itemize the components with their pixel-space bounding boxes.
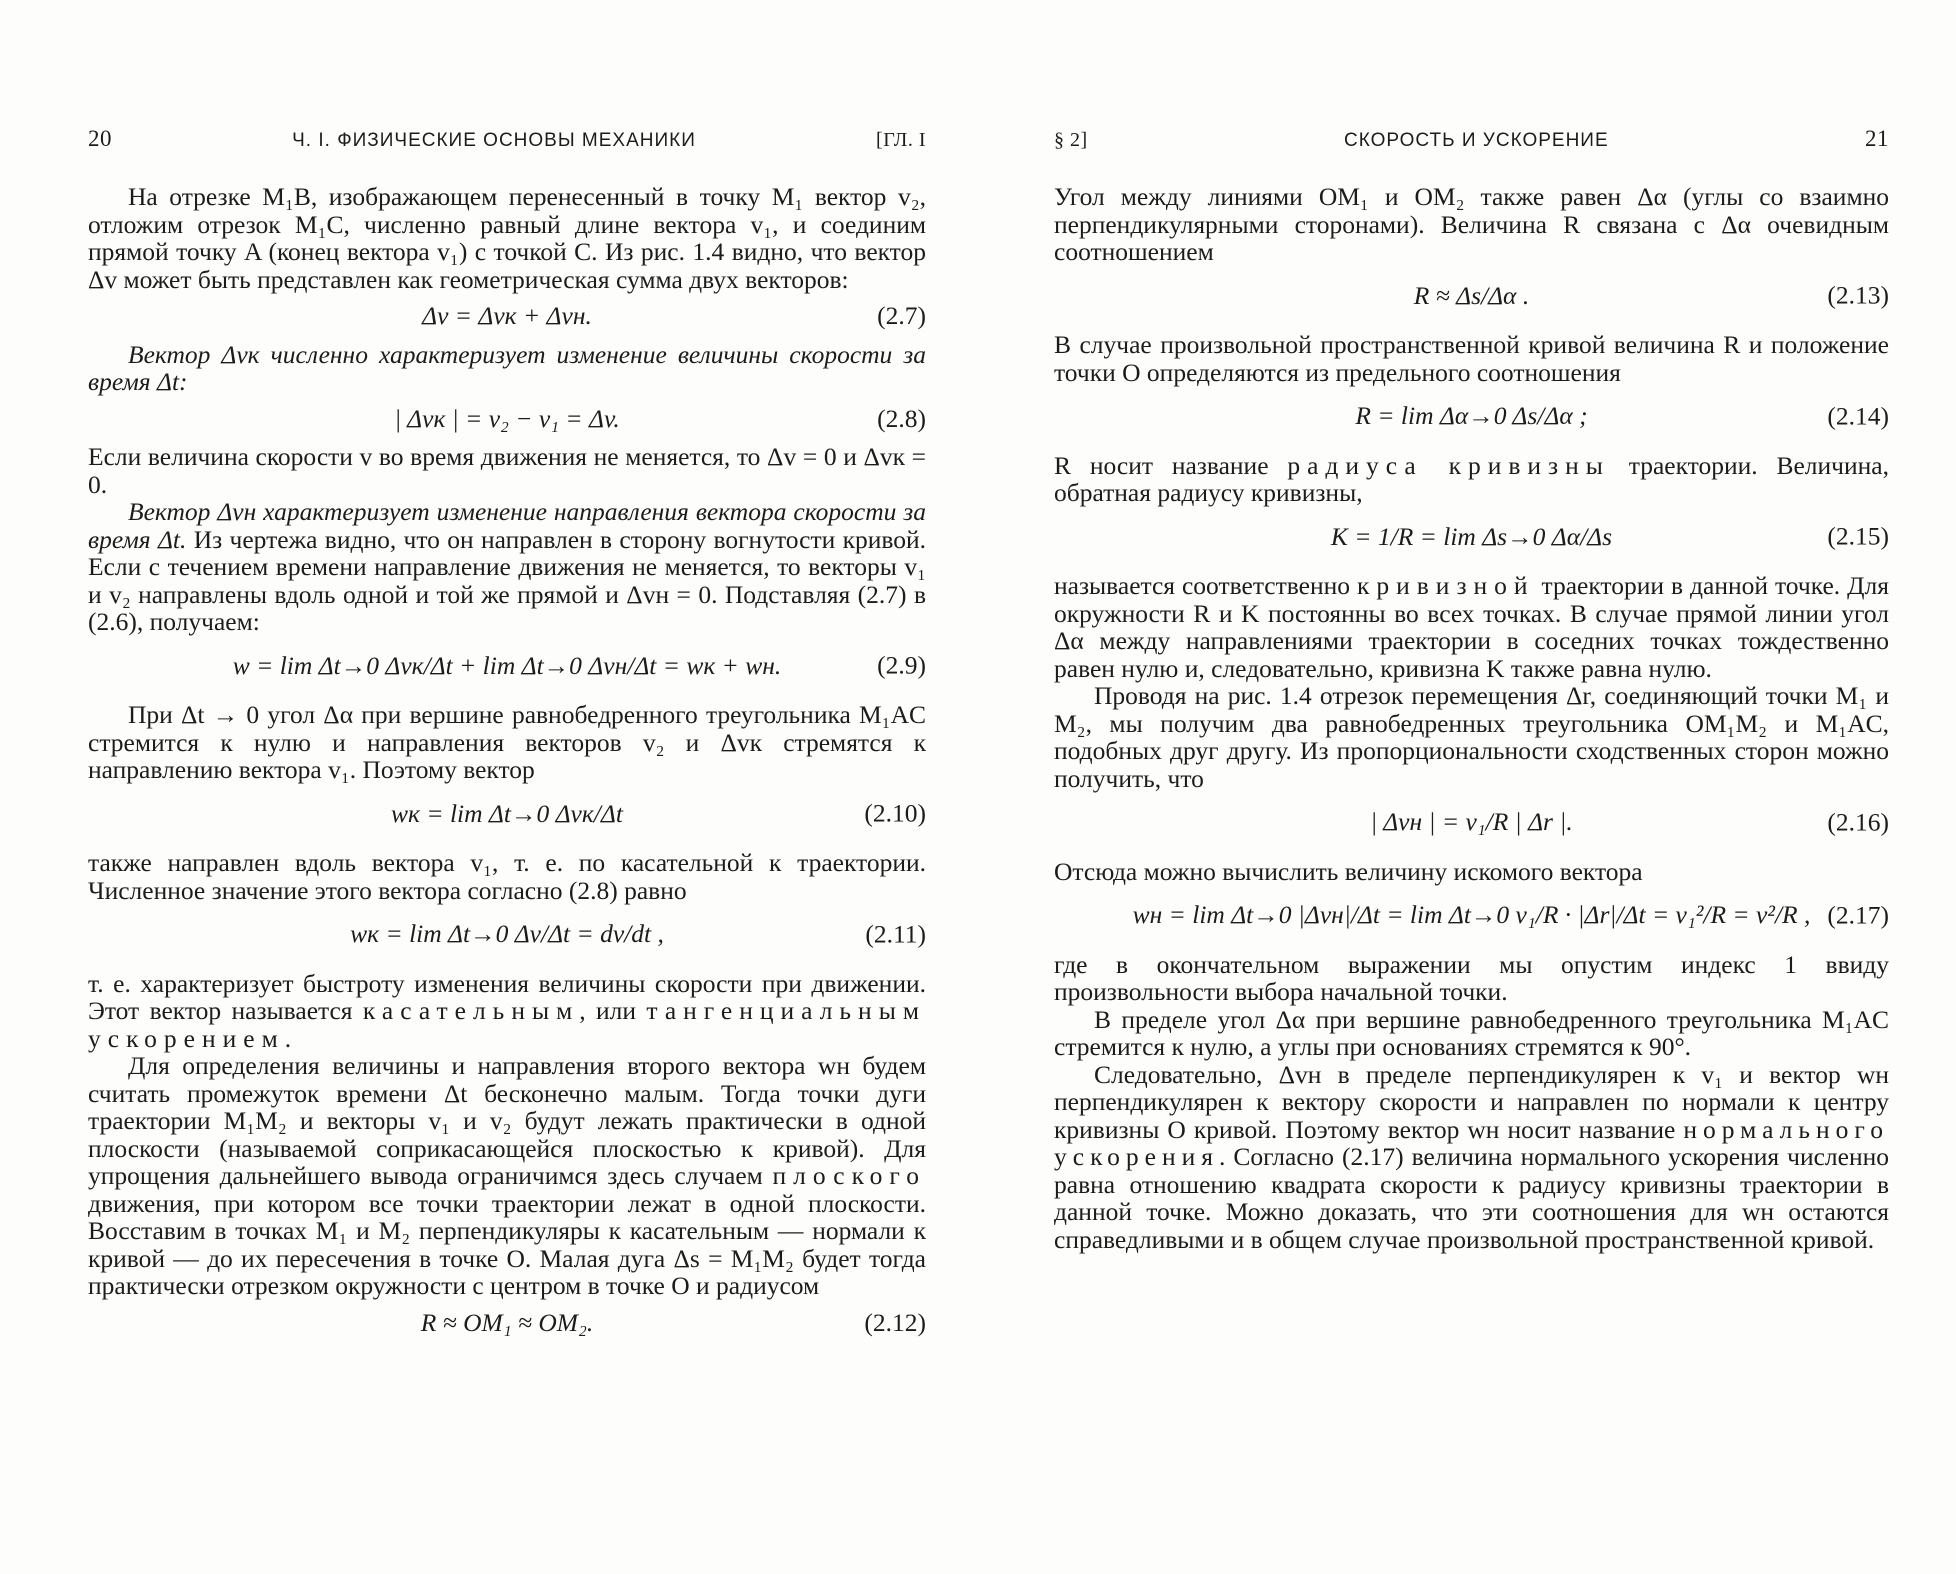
term-spaced: кривизной — [1356, 571, 1535, 600]
equation-number: (2.14) — [1827, 401, 1889, 430]
equation-2-8 — [88, 405, 926, 433]
paragraph — [88, 970, 926, 1053]
paragraph: Отсюда можно вычислить величину искомого вектора — [1054, 856, 1643, 886]
right-section-label: § 2] — [1054, 129, 1088, 151]
paragraph: Проводя на рис. 1.4 отрезок перемещения Δr, соединяющий точки M₁ и M₂, мы получим два равнобедренных треугольника OM₁M₂ и M₁AC, подобных друг другу. Из пропорциональности сходственных сторон можно получить, что — [1054, 681, 1889, 793]
equation-2-9 — [88, 652, 926, 680]
left-running-head — [88, 125, 926, 151]
italic-statement: Вектор Δvн характеризует изменение направления вектора скорости за время Δt. — [88, 497, 926, 554]
left-running-title: Ч. I. ФИЗИЧЕСКИЕ ОСНОВЫ МЕХАНИКИ — [292, 130, 696, 151]
paragraph: где в окончательном выражении мы опустим индекс 1 ввиду произвольности выбора начальной точки. — [1054, 949, 1889, 1006]
equation-2-7 — [88, 302, 926, 330]
equation-2-13 — [1054, 282, 1889, 310]
equation-formula: Δv = Δvк + Δvн. — [422, 301, 592, 330]
equation-formula: R ≈ Δs/Δα . — [1413, 280, 1530, 310]
equation-number: (2.17) — [1827, 900, 1889, 929]
paragraph: В пределе угол Δα при вершине равнобедренного треугольника M₁AC стремится к нулю, а углы при основаниях стремятся к 90°. — [1054, 1004, 1889, 1061]
right-running-head — [1054, 125, 1889, 151]
equation-number: (2.8) — [877, 403, 926, 433]
paragraph: Если величина скорости v во время движения не меняется, то Δv = 0 и Δvк = 0. — [88, 442, 926, 499]
equation-formula: | Δvн | = v₁/R | Δr |. — [1370, 807, 1573, 836]
equation-formula: wк = lim Δt→0 Δvк/Δt — [391, 798, 623, 828]
paragraph: Угол между линиями OM₁ и OM₂ также равен Δα (углы со взаимно перпендикулярными сторонами). Величина R связана с Δα очевидным соотношением — [1054, 182, 1889, 266]
equation-2-10 — [88, 800, 926, 828]
paragraph-text: Следовательно, Δvн в пределе перпендикулярен к v₁ и вектор wн перпендикулярен к вектору скорости и направлен по нормали к центру кривизны O кривой. Поэтому вектор wн носит название — [1054, 1059, 1889, 1144]
term-spaced: плоского — [772, 1161, 926, 1190]
equation-number: (2.12) — [864, 1307, 926, 1337]
paragraph-text: траектории в данной точке. Для окружности R и K постоянны во всех точках. В случае прямой линии угол Δα между направлениями траектории в соседних точках тождественно равен нулю и, следовательно, кривизна K также равна нулю. — [1054, 571, 1889, 683]
equation-2-16 — [1054, 808, 1889, 836]
equation-formula: wн = lim Δt→0 |Δvн|/Δt = lim Δt→0 v₁/R · |Δr|/Δt = v₁²/R = v²/R , — [1132, 900, 1811, 929]
paragraph — [1054, 1061, 1889, 1254]
equation-formula: R = lim Δα→0 Δs/Δα ; — [1355, 401, 1588, 430]
equation-number: (2.11) — [865, 919, 926, 948]
paragraph-text: . Согласно (2.17) величина нормального ускорения численно равна отношению квадрата скорости к радиусу кривизны траектории в данной точке. Можно доказать, что эти соотношения для wн остаются справедливыми и в общем случае произвольной пространственной кривой. — [1054, 1142, 1889, 1254]
paragraph: При Δt → 0 угол Δα при вершине равнобедренного треугольника M₁AC стремится к нулю и направления векторов v₂ и Δvк стремятся к направлению вектора v₁. Поэтому вектор — [88, 700, 926, 784]
paragraph-text: Для определения величины и направления второго вектора wн будем считать промежуток времени Δt бесконечно малым. Тогда точки дуги траектории M₁M₂ и векторы v₁ и v₂ будут лежать практически в одной плоскости (называемой соприкасающейся плоскостью к кривой). Для упрощения дальнейшего вывода ограничимся здесь случаем — [88, 1051, 926, 1190]
right-running-title: СКОРОСТЬ И УСКОРЕНИЕ — [1344, 130, 1609, 151]
equation-2-11 — [88, 920, 926, 948]
equation-2-15 — [1054, 523, 1889, 551]
equation-number: (2.10) — [864, 798, 926, 828]
paragraph-text: , или — [579, 996, 647, 1025]
equation-number: (2.15) — [1827, 521, 1889, 551]
term-spaced: тангенциальным ускорением — [88, 996, 926, 1053]
paragraph: В случае произвольной пространственной кривой величина R и положение точки O определяются из предельного соотношения — [1054, 330, 1889, 387]
paragraph: также направлен вдоль вектора v₁, т. е. по касательной к траектории. Численное значение этого вектора согласно (2.8) равно — [88, 848, 926, 905]
paragraph-text: траектории. Величина, обратная радиусу кривизны, — [1054, 450, 1889, 507]
equation-formula: K = 1/R = lim Δs→0 Δα/Δs — [1330, 521, 1613, 551]
equation-number: (2.7) — [877, 301, 926, 330]
paragraph-text: Из чертежа видно, что он направлен в сторону вогнутости кривой. Если с течением времени направление движения не меняется, то векторы v₁ и v₂ направлены вдоль одной и той же прямой и Δvн = 0. Подставляя (2.7) в (2.6), получаем: — [88, 524, 926, 636]
term-spaced: касательным — [362, 996, 580, 1025]
equation-formula: | Δvк | = v₂ − v₁ = Δv. — [394, 403, 620, 433]
right-page — [1054, 125, 1889, 1253]
paragraph — [88, 498, 926, 636]
equation-2-12 — [88, 1309, 926, 1337]
equation-2-17 — [1054, 901, 1889, 929]
paragraph-text: R носит название — [1054, 450, 1288, 480]
paragraph-text: . — [284, 1023, 292, 1053]
equation-formula: R ≈ OM₁ ≈ OM₂. — [420, 1307, 594, 1337]
equation-number: (2.16) — [1827, 807, 1889, 836]
paragraph-text: движения, при котором все точки траектории лежат в одной плоскости. Восставим в точках M₁ и M₂ перпендикуляры к касательным — нормали к кривой — до их пересечения в точке O. Малая дуга Δs = M₁M₂ будет тогда практически отрезком окружности с центром в точке O и радиусом — [88, 1188, 926, 1300]
equation-number: (2.13) — [1827, 280, 1889, 310]
paragraph — [88, 1052, 926, 1300]
equation-formula: w = lim Δt→0 Δvк/Δt + lim Δt→0 Δvн/Δt = wк + wн. — [232, 650, 782, 680]
paragraph — [1054, 572, 1889, 682]
equation-2-14 — [1054, 402, 1889, 430]
term-spaced: радиуса кривизны — [1287, 450, 1610, 480]
paragraph-text: называется соответственно — [1054, 571, 1357, 600]
paragraph: Вектор Δvк численно характеризует изменение величины скорости за время Δt: — [88, 339, 926, 396]
term-spaced: нормального ускорения — [1054, 1114, 1889, 1171]
left-page — [88, 125, 926, 1347]
equation-number: (2.9) — [877, 650, 926, 680]
paragraph — [1054, 452, 1889, 507]
paragraph-text: т. е. характеризует быстроту изменения величины скорости при движении. Этот вектор называется — [88, 968, 926, 1025]
paragraph: На отрезке M₁B, изображающем перенесенный в точку M₁ вектор v₂, отложим отрезок M₁C, численно равный длине вектора v₁, и соединим прямой точку A (конец вектора v₁) с точкой C. Из рис. 1.4 видно, что вектор Δv может быть представлен как геометрическая сумма двух векторов: — [88, 182, 926, 294]
equation-formula: wк = lim Δt→0 Δv/Δt = dv/dt , — [350, 919, 664, 948]
left-page-number: 20 — [88, 126, 112, 151]
left-chapter-label: [ГЛ. I — [876, 129, 926, 151]
right-page-number: 21 — [1864, 126, 1889, 151]
